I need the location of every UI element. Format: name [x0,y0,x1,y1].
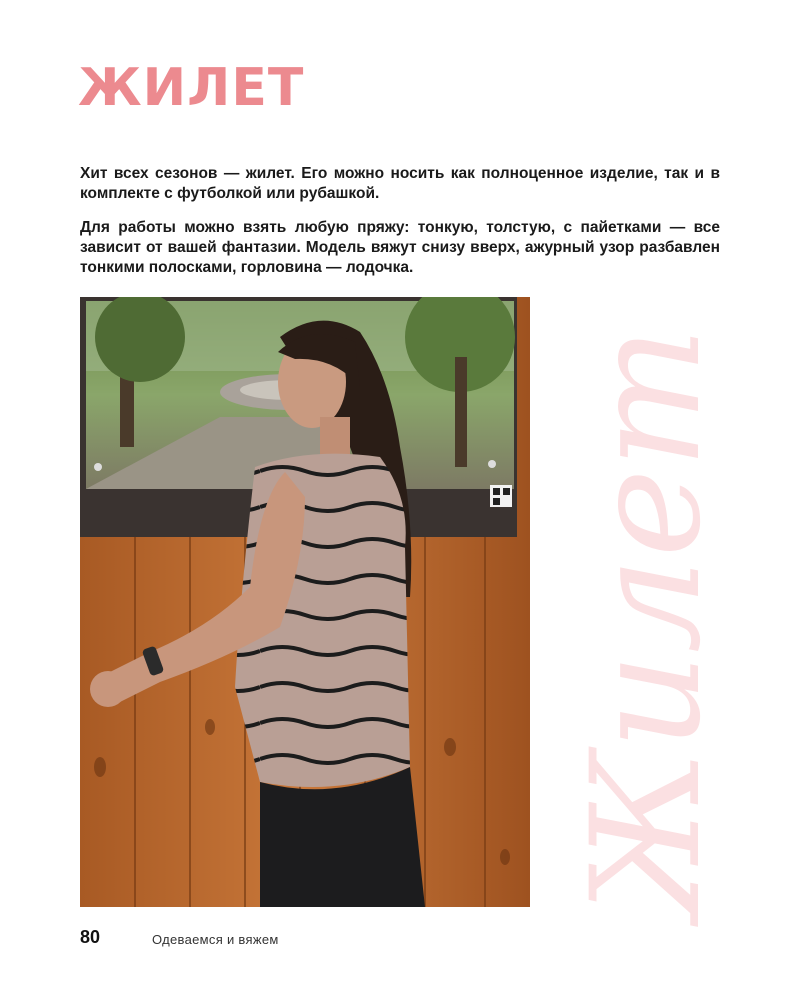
running-title: Одеваемся и вяжем [152,932,279,947]
page-number: 80 [80,927,101,947]
page-title: ЖИЛЕТ [78,58,305,118]
intro-paragraph: Хит всех сезонов — жилет. Его можно носить как полноценное изделие, так и в комплекте с футболкой или рубашкой. [80,165,720,202]
decorative-side-word: Жилет [560,326,734,918]
description-paragraph: Для работы можно взять любую пряжу: тонкую, толстую, с пайетками — все зависит от вашей фантазии. Модель вяжут снизу вверх, ажурный узор разбавлен тонкими полосками, горловина — лодочка. [80,219,720,276]
model-photo [80,297,530,907]
